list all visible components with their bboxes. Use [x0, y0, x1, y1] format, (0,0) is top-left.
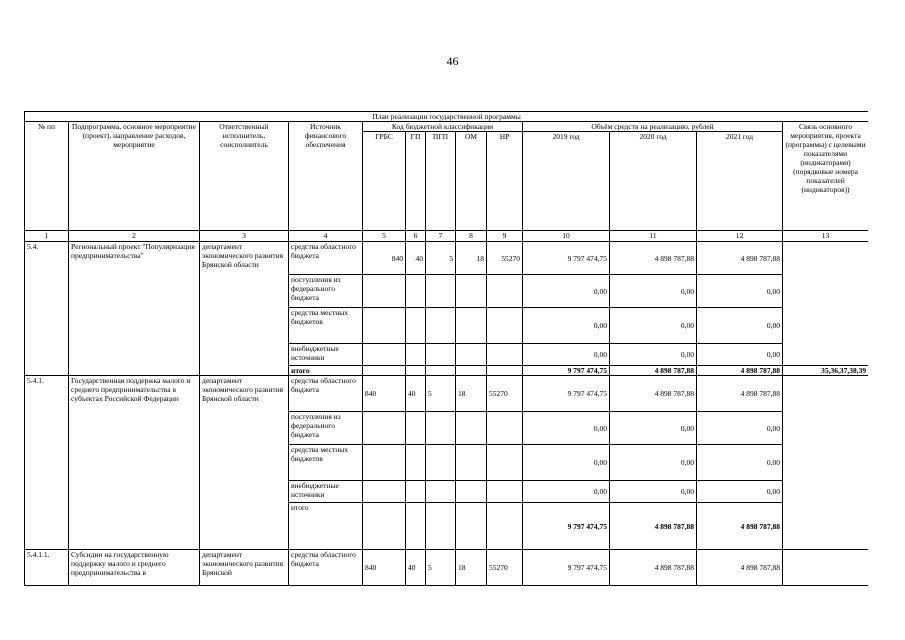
- row-name: Субсидии на государственную поддержку малого и среднего предпринимательства в: [69, 550, 200, 586]
- row-num: 5.4.1.1.: [25, 550, 69, 586]
- header-om: ОМ: [456, 132, 487, 231]
- header-gp: ГП: [406, 132, 426, 231]
- source-total: итого: [289, 366, 363, 376]
- source-regional: средства областного бюджета: [289, 242, 363, 275]
- link-cell: [783, 376, 869, 550]
- amount-2019: 0,00: [523, 275, 610, 308]
- amount-2019: 9 797 474,75: [523, 550, 610, 586]
- source-federal: поступления из федерального бюджета: [289, 275, 363, 308]
- source-federal: поступления из федерального бюджета: [289, 412, 363, 445]
- header-num: № пп: [25, 122, 69, 231]
- indicator-links: 35,36,37,38,39: [783, 366, 869, 376]
- total-2021: 4 898 787,88: [697, 366, 783, 376]
- col-number: 5: [363, 231, 406, 242]
- col-number: 12: [697, 231, 783, 242]
- nr-cell: 55270: [487, 242, 523, 275]
- om-cell: 18: [456, 550, 487, 586]
- row-name: Региональный проект "Популяризация предпринимательства": [69, 242, 200, 376]
- row-executor: департамент экономического развития Брянской области: [200, 242, 289, 376]
- grbs-cell: 840: [363, 376, 406, 412]
- om-cell: 18: [456, 242, 487, 275]
- amount-2019: 9 797 474,75: [523, 242, 610, 275]
- total-2020: 4 898 787,88: [610, 503, 697, 550]
- amount-2020: 0,00: [610, 412, 697, 445]
- col-number: 10: [523, 231, 610, 242]
- link-cell: [783, 550, 869, 586]
- header-volume: Объём средств на реализацию, рублей: [523, 122, 783, 132]
- header-2020: 2020 год: [610, 132, 697, 231]
- grbs-cell: 840: [363, 242, 406, 275]
- col-number: 8: [456, 231, 487, 242]
- header-name: Подпрограмма, основное мероприятие (проект), направление расходов, мероприятие: [69, 122, 200, 231]
- amount-2019: 0,00: [523, 412, 610, 445]
- source-regional: средства областного бюджета: [289, 550, 363, 586]
- total-2019: 9 797 474,75: [523, 503, 610, 550]
- amount-2021: 4 898 787,88: [697, 376, 783, 412]
- amount-2019: 0,00: [523, 445, 610, 481]
- pgp-cell: 5: [426, 242, 456, 275]
- pgp-cell: 5: [426, 376, 456, 412]
- header-nr: НР: [487, 132, 523, 231]
- row-num: 5.4.1.: [25, 376, 69, 550]
- amount-2020: 0,00: [610, 344, 697, 366]
- program-plan-table-wrapper: [24, 111, 868, 601]
- amount-2019: 0,00: [523, 481, 610, 503]
- gp-cell: 40: [406, 550, 426, 586]
- header-pgp: ПГП: [426, 132, 456, 231]
- amount-2020: 0,00: [610, 308, 697, 344]
- amount-2020: 0,00: [610, 481, 697, 503]
- amount-2021: 0,00: [697, 344, 783, 366]
- amount-2020: 0,00: [610, 445, 697, 481]
- header-link: Связь основного мероприятия, проекта (программы) с целевыми показателями (индикаторами) (порядковые номера показателей (индикаторов)): [783, 122, 869, 231]
- source-regional: средства областного бюджета: [289, 376, 363, 412]
- source-extra: внебюджетные источники: [289, 344, 363, 366]
- header-2021: 2021 год: [697, 132, 783, 231]
- amount-2019: 0,00: [523, 308, 610, 344]
- amount-2021: 0,00: [697, 412, 783, 445]
- col-number: 7: [426, 231, 456, 242]
- gp-cell: 40: [406, 242, 426, 275]
- program-plan-table: [24, 111, 868, 586]
- amount-2020: 0,00: [610, 275, 697, 308]
- om-cell: 18: [456, 376, 487, 412]
- amount-2019: 9 797 474,75: [523, 376, 610, 412]
- row-executor: департамент экономического развития Брянской области: [200, 376, 289, 550]
- col-number: 9: [487, 231, 523, 242]
- source-extra: внебюджетные источники: [289, 481, 363, 503]
- amount-2021: 0,00: [697, 275, 783, 308]
- page-number: 46: [446, 54, 459, 68]
- amount-2019: 0,00: [523, 344, 610, 366]
- row-executor: департамент экономического развития Брянской: [200, 550, 289, 586]
- link-cell: [783, 242, 869, 366]
- nr-cell: 55270: [487, 376, 523, 412]
- source-local: средства местных бюджетов: [289, 445, 363, 481]
- source-total: итого: [289, 503, 363, 550]
- amount-2021: 0,00: [697, 445, 783, 481]
- col-number: 2: [69, 231, 200, 242]
- header-2019: 2019 год: [523, 132, 610, 231]
- row-num: 5.4.: [25, 242, 69, 376]
- amount-2021: 4 898 787,88: [697, 550, 783, 586]
- col-number: 4: [289, 231, 363, 242]
- total-2021: 4 898 787,88: [697, 503, 783, 550]
- amount-2021: 4 898 787,88: [697, 242, 783, 275]
- gp-cell: 40: [406, 376, 426, 412]
- total-2020: 4 898 787,88: [610, 366, 697, 376]
- header-budget-code: Код бюджетной классификации: [363, 122, 523, 132]
- col-number: 6: [406, 231, 426, 242]
- col-number: 3: [200, 231, 289, 242]
- header-grbs: ГРБС: [363, 132, 406, 231]
- row-name: Государственная поддержка малого и среднего предпринимательства в субъектах Российской Федерации: [69, 376, 200, 550]
- source-local: средства местных бюджетов: [289, 308, 363, 344]
- header-source: Источник финансового обеспечения: [289, 122, 363, 231]
- amount-2020: 4 898 787,88: [610, 550, 697, 586]
- nr-cell: 55270: [487, 550, 523, 586]
- grbs-cell: 840: [363, 550, 406, 586]
- amount-2021: 0,00: [697, 481, 783, 503]
- amount-2020: 4 898 787,88: [610, 376, 697, 412]
- col-number: 13: [783, 231, 869, 242]
- amount-2020: 4 898 787,88: [610, 242, 697, 275]
- table-title: План реализации государственной программы: [25, 112, 869, 122]
- col-number: 11: [610, 231, 697, 242]
- total-2019: 9 797 474,75: [523, 366, 610, 376]
- col-number: 1: [25, 231, 69, 242]
- header-executor: Ответственный исполнитель, соисполнитель: [200, 122, 289, 231]
- pgp-cell: 5: [426, 550, 456, 586]
- amount-2021: 0,00: [697, 308, 783, 344]
